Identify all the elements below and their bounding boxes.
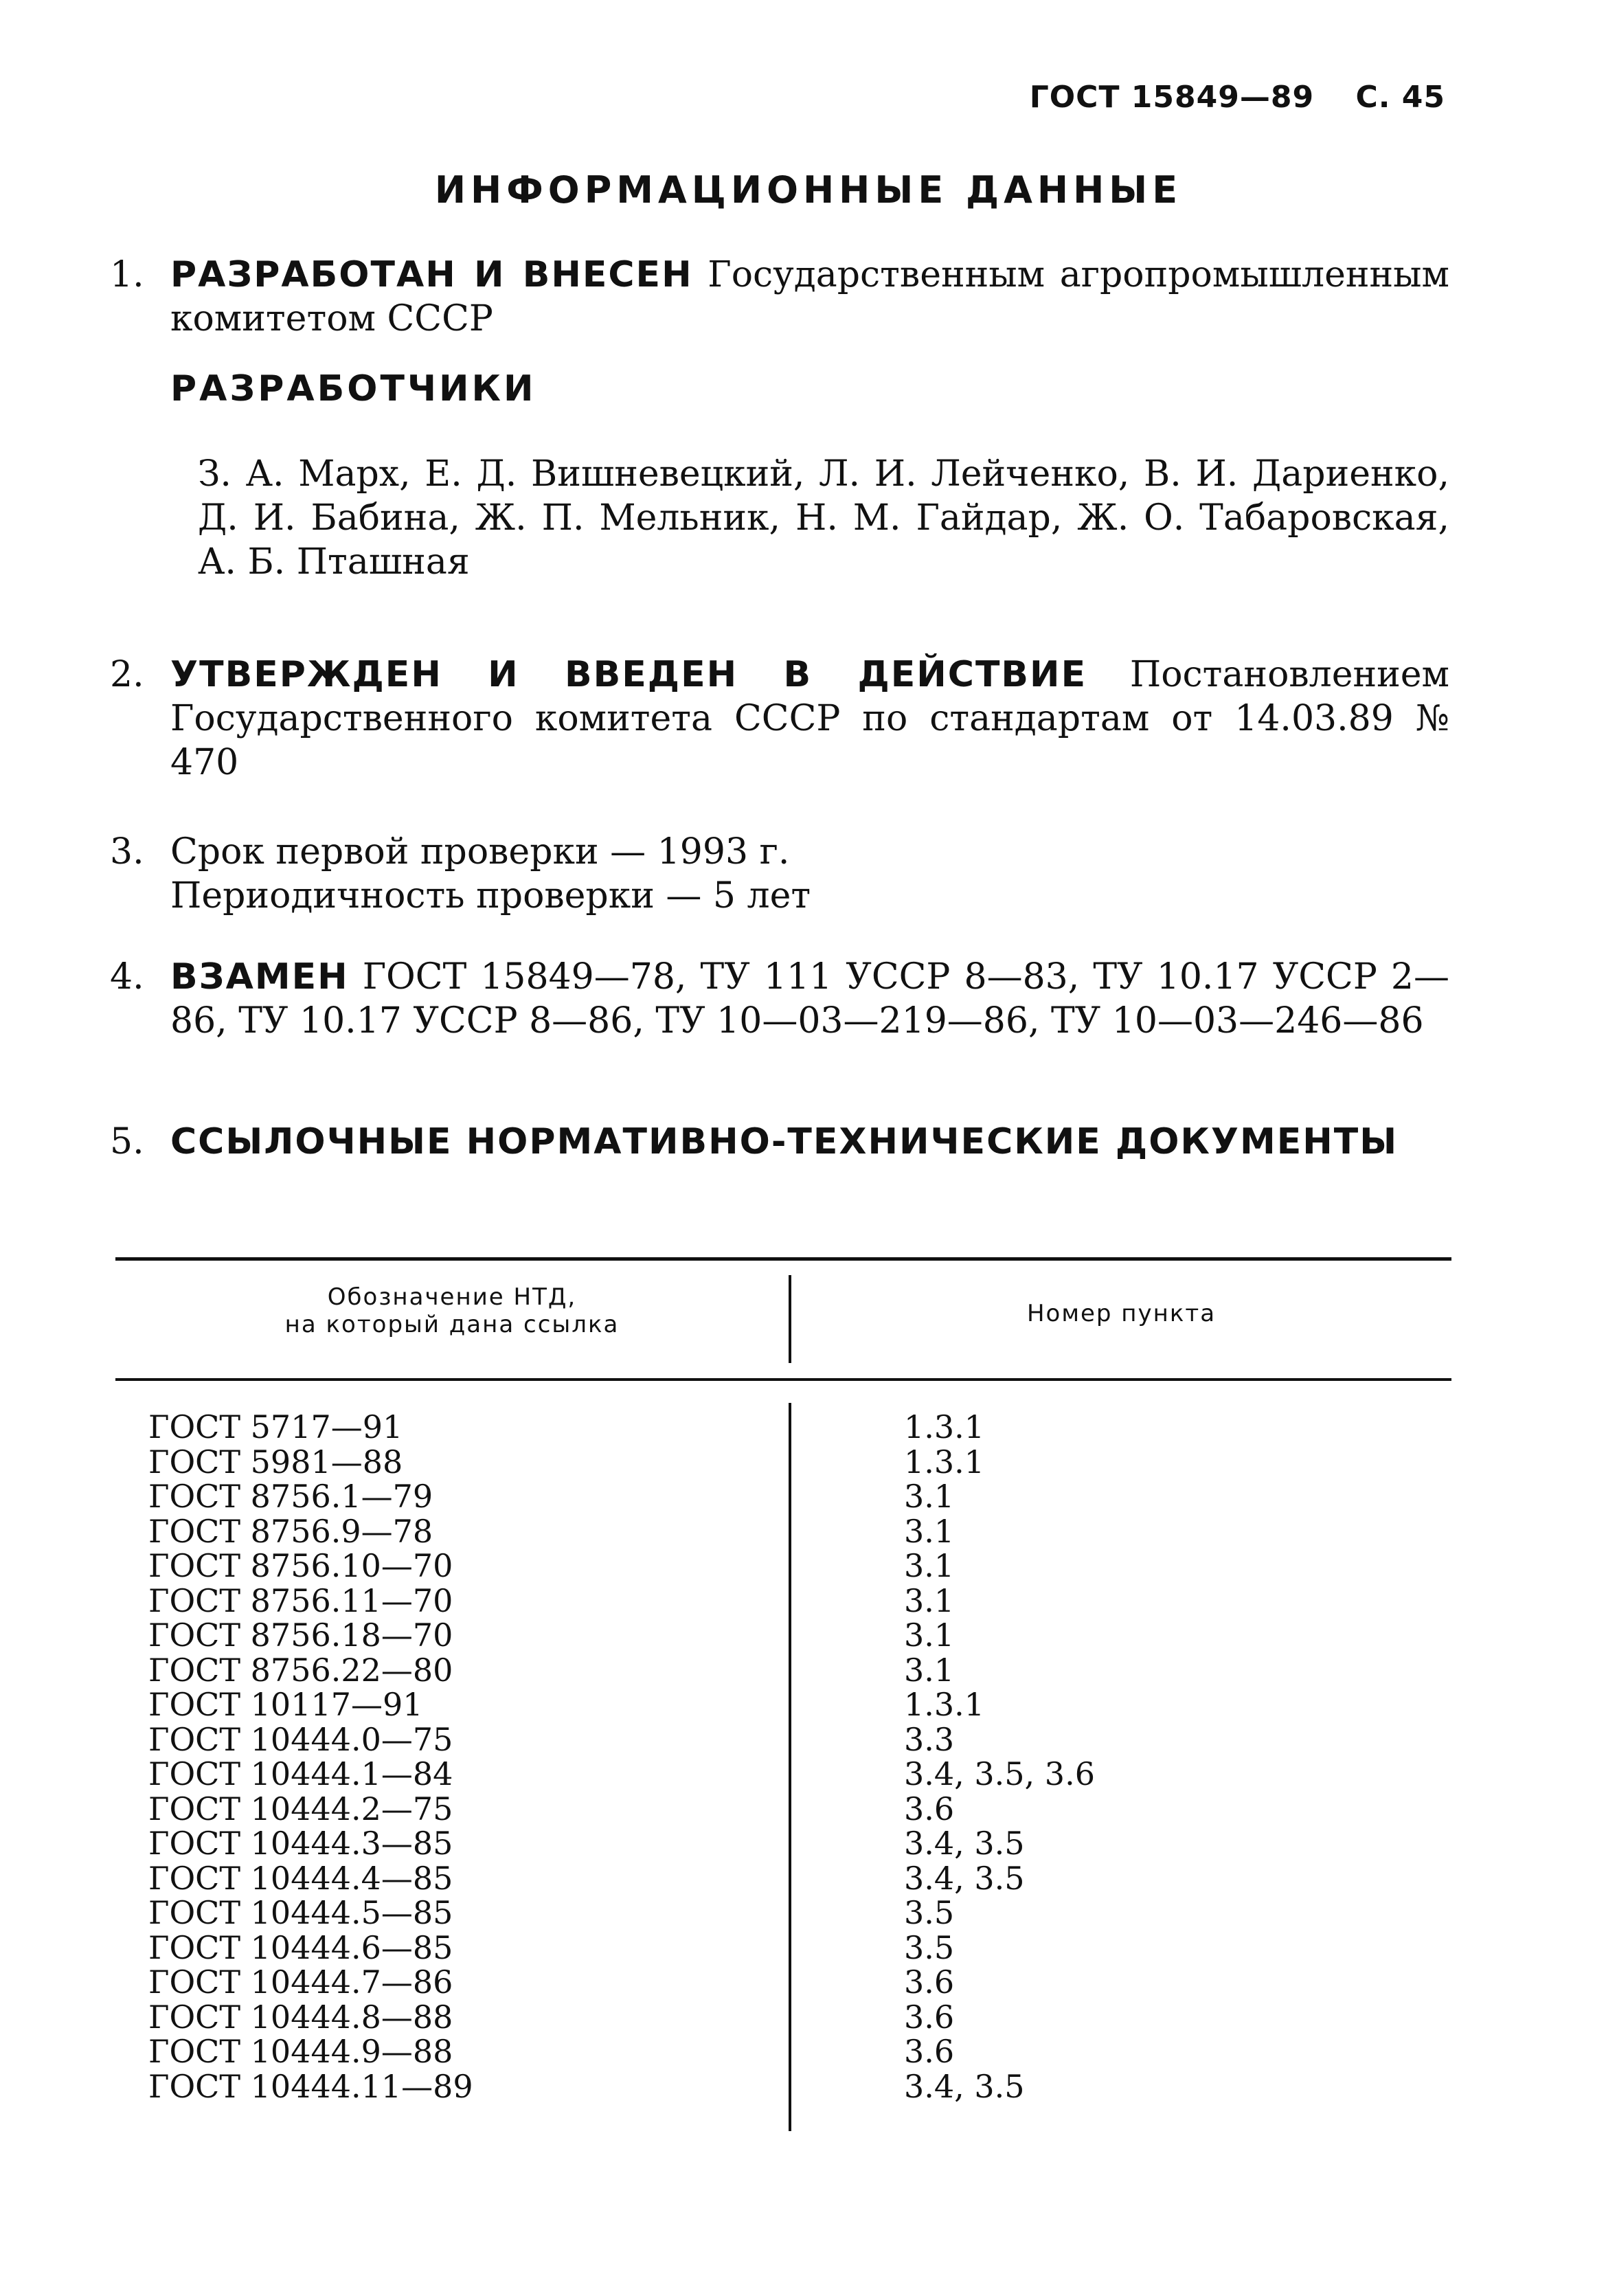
section-text: Постановлением Государственного комитета СССР по стандартам от 14.03.89 № 470 [170, 654, 1450, 783]
row-document: ГОСТ 10444.9—88 [148, 2033, 453, 2070]
row-item-number: 3.1 [904, 1478, 955, 1515]
row-item-number: 3.5 [904, 1928, 955, 1966]
row-document: ГОСТ 10117—91 [148, 1686, 423, 1723]
section-lead: УТВЕРЖДЕН И ВВЕДЕН В ДЕЙСТВИЕ [170, 654, 1087, 695]
row-document: ГОСТ 10444.7—86 [148, 1963, 453, 2001]
row-item-number: 1.3.1 [904, 1408, 985, 1445]
row-document: ГОСТ 10444.6—85 [148, 1928, 453, 1966]
standard-number: ГОСТ 15849—89 [1029, 80, 1315, 115]
table-row [148, 1618, 1451, 1653]
table-row [148, 1514, 1451, 1549]
table-header-rule [115, 1378, 1451, 1381]
table-row [148, 1584, 1451, 1619]
row-item-number: 3.6 [904, 2033, 955, 2070]
row-item-number: 3.1 [904, 1617, 955, 1654]
row-document: ГОСТ 10444.3—85 [148, 1825, 453, 1862]
section-number: 3. [110, 831, 144, 873]
row-item-number: 3.4, 3.5, 3.6 [904, 1755, 1095, 1792]
table-row [148, 1722, 1451, 1757]
table-row [148, 1410, 1451, 1445]
section-title: ССЫЛОЧНЫЕ НОРМАТИВНО-ТЕХНИЧЕСКИЕ ДОКУМЕНТЫ [170, 1121, 1399, 1162]
row-document: ГОСТ 5717—91 [148, 1408, 403, 1445]
row-item-number: 3.6 [904, 1790, 955, 1827]
running-header [1030, 80, 1445, 115]
table-row [148, 1895, 1451, 1931]
row-item-number: 1.3.1 [904, 1686, 985, 1723]
section-body [170, 253, 1449, 341]
row-document: ГОСТ 10444.1—84 [148, 1755, 453, 1792]
table-row [148, 1687, 1451, 1722]
row-item-number: 1.3.1 [904, 1443, 985, 1481]
row-item-number: 3.3 [904, 1720, 955, 1758]
row-document: ГОСТ 8756.1—79 [148, 1478, 433, 1515]
section-references [110, 1120, 1449, 1164]
section-body [170, 653, 1449, 785]
table-row [148, 1928, 1451, 1966]
section-review [110, 830, 1449, 918]
table-row [148, 1549, 1451, 1584]
review-first: Срок первой проверки — 1993 г. [170, 831, 790, 873]
table-row [148, 1653, 1451, 1688]
section-approved [110, 653, 1449, 785]
row-item-number: 3.4, 3.5 [904, 1859, 1025, 1897]
section-number: 1. [110, 254, 144, 295]
row-item-number: 3.4, 3.5 [904, 2067, 1025, 2105]
section-body [170, 955, 1449, 1043]
table-row [148, 1757, 1451, 1792]
row-document: ГОСТ 8756.11—70 [148, 1582, 453, 1619]
row-document: ГОСТ 10444.4—85 [148, 1859, 453, 1897]
section-number: 4. [110, 956, 144, 998]
developers-list: З. А. Марх, Е. Д. Вишневецкий, Л. И. Лейченко, В. И. Дариенко, Д. И. Бабина, Ж. П. Мельник, Н. М. Гайдар, Ж. О. Табаровская, А. Б. Пташная [198, 453, 1449, 583]
section-text: Государственным агропромышленным комитетом СССР [170, 254, 1450, 339]
row-item-number: 3.5 [904, 1894, 955, 1931]
table-row [148, 2034, 1451, 2069]
row-document: ГОСТ 10444.8—88 [148, 1998, 453, 2036]
section-developed [110, 253, 1449, 584]
row-item-number: 3.1 [904, 1512, 955, 1550]
column-header-document [115, 1283, 789, 1338]
developers-heading: РАЗРАБОТЧИКИ [170, 368, 536, 409]
section-number: 5. [110, 1121, 144, 1162]
row-document: ГОСТ 8756.22—80 [148, 1651, 453, 1689]
section-lead: РАЗРАБОТАН И ВНЕСЕН [170, 254, 693, 295]
review-period: Периодичность проверки — 5 лет [170, 875, 811, 916]
row-document: ГОСТ 8756.10—70 [148, 1547, 453, 1584]
table-top-rule [115, 1257, 1451, 1261]
row-item-number: 3.6 [904, 1963, 955, 2001]
references-table [115, 1257, 1451, 2143]
row-document: ГОСТ 5981—88 [148, 1443, 403, 1481]
row-item-number: 3.1 [904, 1547, 955, 1584]
section-body [170, 830, 1449, 918]
page-number: С. 45 [1355, 80, 1445, 115]
table-row [148, 1479, 1451, 1514]
row-item-number: 3.1 [904, 1651, 955, 1689]
table-row [148, 2069, 1451, 2104]
section-number: 2. [110, 654, 144, 695]
section-replaces [110, 955, 1449, 1043]
page-title: ИНФОРМАЦИОННЫЕ ДАННЫЕ [434, 168, 1183, 212]
table-row [148, 1965, 1451, 2000]
row-document: ГОСТ 10444.0—75 [148, 1720, 453, 1758]
column-header-item: Номер пункта [1026, 1300, 1217, 1327]
table-row [148, 1861, 1451, 1896]
table-row [148, 1826, 1451, 1861]
column-header-line: Обозначение НТД, [327, 1283, 577, 1311]
row-item-number: 3.6 [904, 1998, 955, 2036]
table-row [148, 1792, 1451, 1827]
column-header-line: на который дана ссылка [284, 1311, 620, 1338]
row-document: ГОСТ 10444.2—75 [148, 1790, 453, 1827]
row-document: ГОСТ 8756.9—78 [148, 1512, 433, 1550]
section-text: ГОСТ 15849—78, ТУ 111 УССР 8—83, ТУ 10.17 УССР 2—86, ТУ 10.17 УССР 8—86, ТУ 10—03—219—86, ТУ 10—03—246—86 [170, 956, 1450, 1042]
row-document: ГОСТ 8756.18—70 [148, 1617, 453, 1654]
row-document: ГОСТ 10444.11—89 [148, 2067, 473, 2105]
section-lead: ВЗАМЕН [170, 956, 349, 998]
table-row [148, 1445, 1451, 1480]
row-item-number: 3.4, 3.5 [904, 1825, 1025, 1862]
table-body [148, 1410, 1451, 2104]
row-item-number: 3.1 [904, 1582, 955, 1619]
row-document: ГОСТ 10444.5—85 [148, 1894, 453, 1931]
table-row [148, 2000, 1451, 2035]
